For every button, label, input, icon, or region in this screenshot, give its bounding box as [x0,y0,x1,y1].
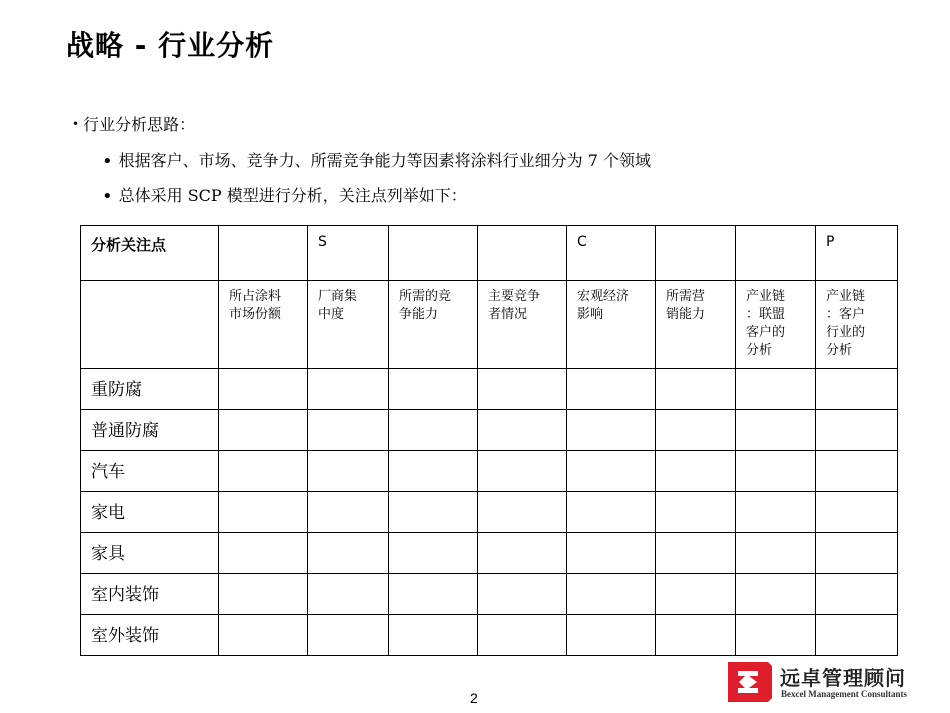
table-cell [219,574,308,615]
table-cell [478,533,567,574]
table-cell [816,410,898,451]
page-number: 2 [470,690,478,706]
table-header-cell [219,226,308,281]
table-cell [736,574,816,615]
table-cell [308,533,389,574]
table-subheader-cell: 产业链 ：客户 行业的 分析 [816,281,898,369]
table-cell [308,410,389,451]
table-header-cell: 分析关注点 [81,226,219,281]
table-cell [656,369,736,410]
bullet-main [72,112,195,135]
table-cell [389,533,478,574]
table-cell [816,451,898,492]
table-cell [656,492,736,533]
table-cell [736,533,816,574]
table-cell [816,533,898,574]
bullet-dot: • [102,186,113,207]
company-logo [728,660,933,704]
table-row [81,574,898,615]
table-cell [478,615,567,656]
table-subheader-cell [81,281,219,369]
table-subheader-cell: 宏观经济 影响 [567,281,656,369]
table-cell [219,369,308,410]
table-cell [219,492,308,533]
bullet-sub-1 [102,148,651,172]
table-row [81,615,898,656]
table-cell [478,492,567,533]
table-row [81,451,898,492]
table-header-cell [656,226,736,281]
table-cell [308,574,389,615]
table-subheader-cell: 所占涂料 市场份额 [219,281,308,369]
table-row [81,533,898,574]
table-cell [478,451,567,492]
bullet-dot: • [72,117,80,131]
table-row [81,492,898,533]
table-header-cell: C [567,226,656,281]
table-cell [567,492,656,533]
table-cell [389,615,478,656]
table-cell [478,369,567,410]
logo-subtitle: Bexcel Management Consultants [781,689,907,699]
table-cell [656,533,736,574]
row-label: 汽车 [81,451,219,492]
logo-mark-icon [728,662,772,702]
table-cell [478,574,567,615]
table-cell [816,574,898,615]
table-header-cell: S [308,226,389,281]
page-title: 战略 - 行业分析 [66,29,275,62]
table-subheader-cell: 厂商集 中度 [308,281,389,369]
table-cell [389,492,478,533]
table-cell [567,615,656,656]
table-header-cell [736,226,816,281]
table-header-cell [478,226,567,281]
table-cell [816,369,898,410]
table-cell [736,615,816,656]
table-subheader-row [81,281,898,369]
table-cell [736,451,816,492]
bullet-sub-2 [102,183,467,207]
table-header-cell: P [816,226,898,281]
table-subheader-cell: 所需营 销能力 [656,281,736,369]
row-label: 重防腐 [81,369,219,410]
logo-name: 远卓管理顾问 [780,666,906,690]
table-cell [567,574,656,615]
row-label: 普通防腐 [81,410,219,451]
table-cell [219,533,308,574]
table-row [81,369,898,410]
table-cell [389,574,478,615]
table-cell [308,369,389,410]
table-cell [219,615,308,656]
table-cell [736,492,816,533]
bullet-main-text: 行业分析思路： [83,115,196,134]
table-cell [308,451,389,492]
table-cell [567,410,656,451]
bullet-sub-text: 根据客户、市场、竞争力、所需竞争能力等因素将涂料行业细分为 7 个领域 [118,151,651,170]
bullet-sub-text: 总体采用 SCP 模型进行分析，关注点列举如下： [118,186,467,205]
table-cell [567,451,656,492]
table-row [81,410,898,451]
table-cell [219,451,308,492]
table-cell [736,369,816,410]
row-label: 室内装饰 [81,574,219,615]
row-label: 家电 [81,492,219,533]
table-cell [816,492,898,533]
table-cell [567,533,656,574]
table-cell [389,369,478,410]
scp-analysis-table [80,225,898,656]
table-cell [389,451,478,492]
table-subheader-cell: 产业链 ：联盟 客户的 分析 [736,281,816,369]
row-label: 家具 [81,533,219,574]
table-cell [656,615,736,656]
table-cell [478,410,567,451]
table-cell [389,410,478,451]
table-cell [736,410,816,451]
table-cell [816,615,898,656]
row-label: 室外装饰 [81,615,219,656]
table-subheader-cell: 所需的竞 争能力 [389,281,478,369]
table-cell [656,451,736,492]
table-cell [308,615,389,656]
table-cell [219,410,308,451]
bullet-dot: • [102,151,113,172]
table-subheader-cell: 主要竞争 者情况 [478,281,567,369]
table-cell [656,574,736,615]
table-cell [567,369,656,410]
table-header-cell [389,226,478,281]
table-cell [656,410,736,451]
table-cell [308,492,389,533]
table-header-row [81,226,898,281]
